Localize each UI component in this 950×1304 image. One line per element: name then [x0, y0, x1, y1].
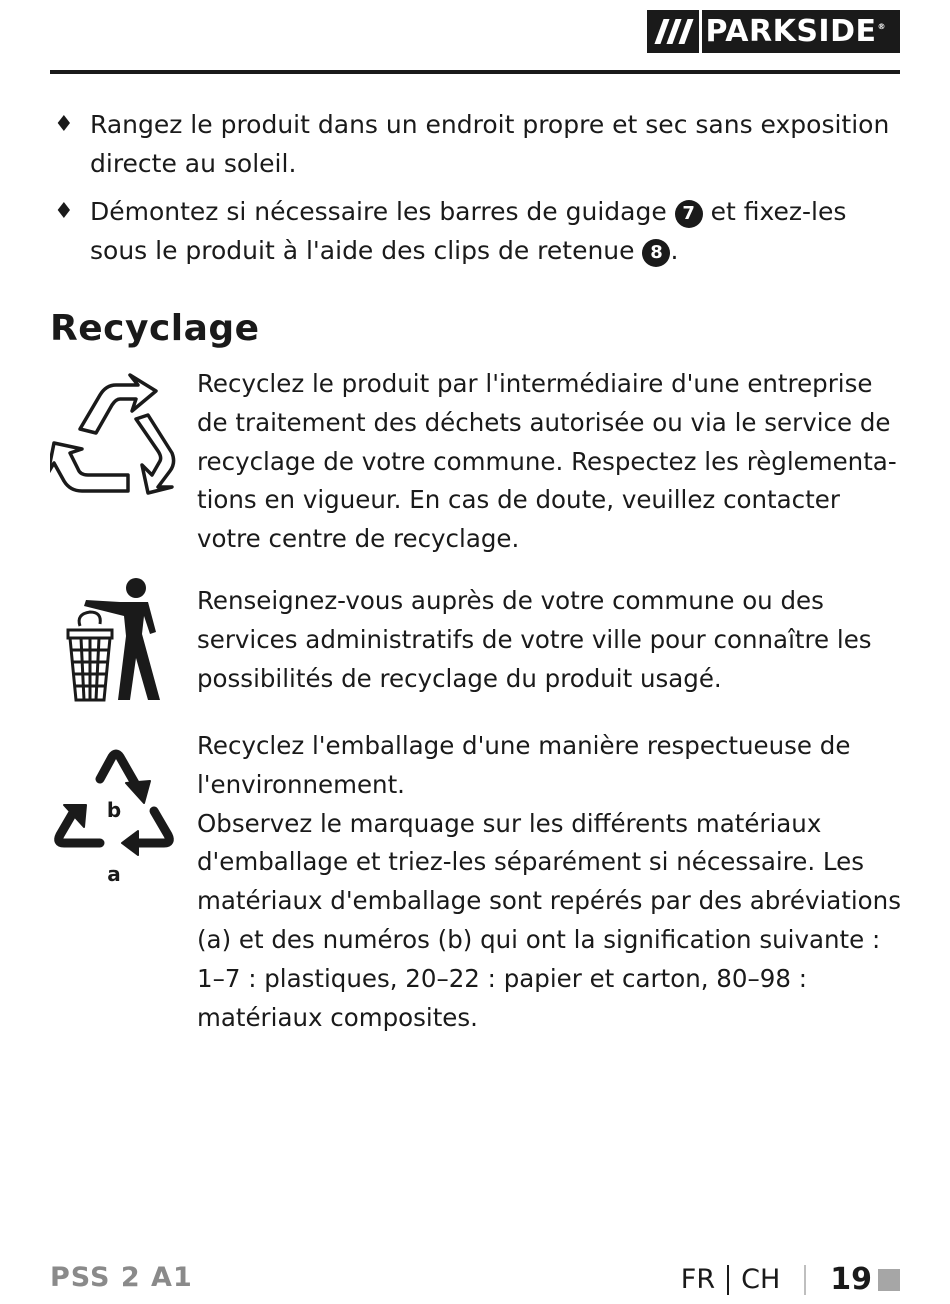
diamond-bullet-icon: ♦ [54, 112, 74, 137]
bullet-text: Rangez le produit dans un endroit propre et sec sans exposition directe au soleil. [90, 110, 890, 178]
packaging-paragraph-1: Recyclez l'emballage d'une manière respectueuse de l'environnement. [197, 731, 851, 799]
disposal-paragraph: Renseignez-vous auprès de votre commune ou des services administratifs de votre ville pour connaître les possibilités de recyclage du produit usagé. [197, 586, 872, 693]
registered-mark: ® [877, 22, 886, 31]
packaging-text [197, 727, 902, 1037]
page-marker-square [878, 1269, 900, 1291]
label-b: b [106, 798, 122, 822]
part-number-7: 7 [675, 200, 703, 228]
logo-slashes [647, 10, 699, 53]
diamond-bullet-icon: ♦ [54, 199, 74, 224]
footer-lang-ch: CH [741, 1264, 781, 1295]
header-rule [50, 70, 900, 74]
section-title: Recyclage [50, 308, 260, 349]
page-number: 19 [830, 1262, 872, 1297]
tidyman-trash-icon [60, 576, 172, 708]
label-a: a [107, 862, 121, 885]
parkside-logo [647, 10, 900, 53]
bullet-text: et fixez-les sous le produit à l'aide des clips de retenue [90, 197, 847, 265]
bullet-text: . [670, 236, 679, 265]
packaging-paragraph-2: Observez le marquage sur les différents matériaux d'emballage et triez-les séparément si nécessaire. Les matériaux d'emballage sont repérés par des abréviations (a) et des numéros (b) qui ont la signification suivante : 1–7 : plastiques, 20–22 : papier et carton, 80–98 : matériaux composites. [197, 808, 901, 1032]
footer-page-info [681, 1262, 900, 1297]
brand-name: PARKSIDE [705, 14, 877, 49]
bullet-item-guide-bars [50, 192, 900, 270]
recycle-icon [50, 371, 180, 499]
bullet-list [50, 105, 900, 279]
bullet-text: Démontez si nécessaire les barres de guidage [90, 197, 675, 226]
footer-separator [727, 1265, 729, 1295]
disposal-text [197, 582, 902, 698]
part-number-8: 8 [642, 239, 670, 267]
recycling-paragraph: Recyclez le produit par l'intermédiaire d'une entreprise de traitement des déchets autorisée ou via le service de recyclage de votre commune. Respectez les règlementa-tions en vigueur. En cas de doute, veuillez contacter votre centre de recyclage. [197, 369, 897, 554]
bullet-item-storage [50, 105, 900, 183]
footer-model: PSS 2 A1 [50, 1262, 193, 1293]
packaging-recycling-icon [50, 735, 180, 889]
footer-lang-fr: FR [680, 1264, 716, 1295]
footer-separator [804, 1265, 806, 1295]
recycling-text [197, 365, 902, 559]
